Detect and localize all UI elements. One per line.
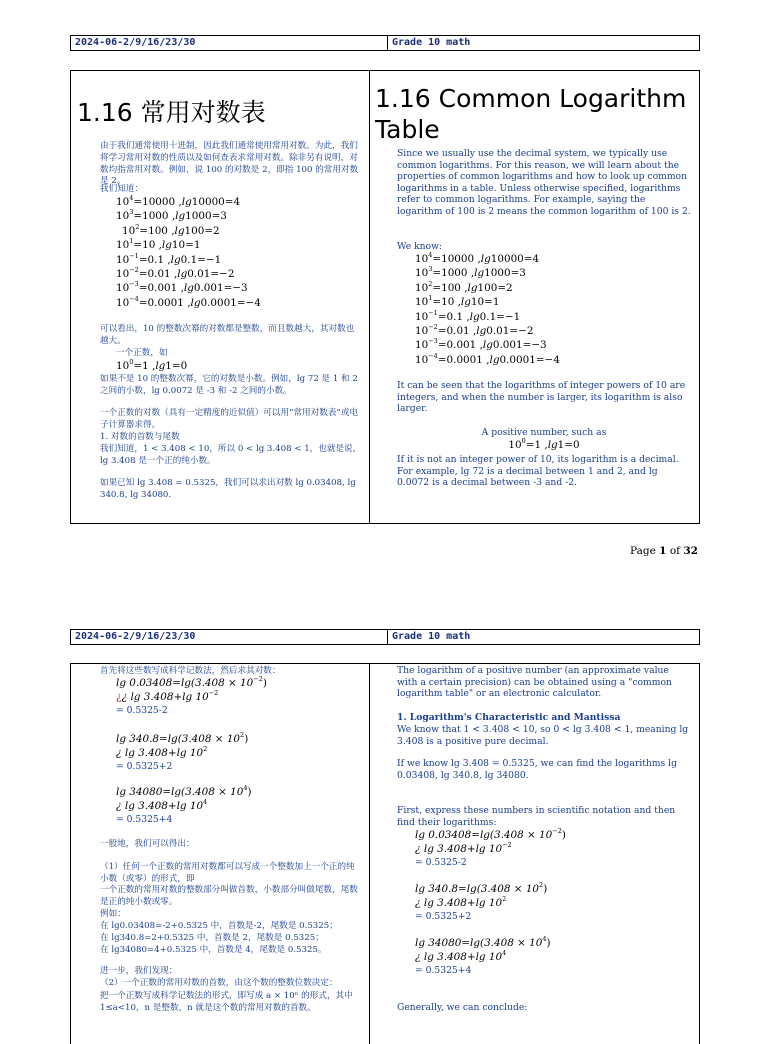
- non-integer-en: If it is not an integer power of 10, its logarithm is a decimal. For example, lg 72 is a decimal between 1 and 2, and lg 0.0072 is a decimal between -3 and -2.: [397, 454, 679, 489]
- eq-row: $10^1=10$ ,lg10=1: [415, 294, 500, 309]
- intro-en: Since we usually use the decimal system, we typically use common logarithms. For this reason, we will learn about the properties of common logarithms and how to look up common logarithms in a table. Unless otherwise specified, logarithms refer to common logarithms. For example, saying the logarithm of 100 is 2 means the common logarithm of 100 is 2.: [397, 148, 691, 217]
- page2-content-table: [70, 663, 700, 1044]
- powers-list-zh: [116, 195, 261, 310]
- eq-row: $10^{-2}=0.01$ ,lg0.01=−2: [116, 266, 235, 281]
- page-number: Page 1 of 32: [630, 545, 698, 557]
- header-date: 2024-06-2/9/16/23/30: [71, 36, 388, 50]
- section1-heading-zh: 1. 对数的首数与尾数: [100, 432, 180, 442]
- eq-row: $10^{-3}=0.001$ ,lg0.001=−3: [116, 280, 248, 295]
- section1-heading-en: 1. Logarithm's Characteristic and Mantissa: [397, 712, 621, 723]
- positive-number-zh: 一个正数，如: [116, 348, 168, 358]
- section1-text-zh: 我们知道，1 < 3.408 < 10，所以 0 < lg 3.408 < 1，也就是说，lg 3.408 是一个正的纯小数。: [100, 444, 362, 466]
- observation-en: It can be seen that the logarithms of integer powers of 10 are integers, and when the number is larger, its logarithm is also larger.: [397, 380, 686, 415]
- chinese-column: [71, 71, 370, 523]
- section1-text-en: We know that 1 < 3.408 < 10, so 0 < lg 3.408 < 1, meaning lg 3.408 is a positive pure decimal.: [397, 724, 689, 747]
- example3-zh: 在 lg34080=4+0.5325 中，首数是 4，尾数是 0.5325。: [100, 945, 327, 955]
- eq-row: $10^4=10000$ ,lg10000=4: [116, 194, 241, 208]
- eq-zero-power-en: $10^0=1$ ,lg1=0: [508, 437, 580, 451]
- powers-list-en: [415, 252, 560, 367]
- eq-row: $10^3=1000$ ,lg1000=3: [116, 208, 227, 223]
- non-integer-zh: 如果不是 10 的整数次幂，它的对数是小数。例如，lg 72 是 1 和 2 之间的小数，lg 0.0072 是 -3 和 -2 之间的小数。: [100, 374, 358, 396]
- sci-notation-zh: 首先将这些数写成科学记数法，然后求其对数：: [100, 666, 281, 676]
- eq-row: $10^{-3}=0.001$ ,lg0.001=−3: [415, 337, 547, 352]
- known-value-en: If we know lg 3.408 = 0.5325, we can find the logarithms lg 0.03408, lg 340.8, lg 34080.: [397, 758, 677, 781]
- page1-content-table: [70, 70, 700, 524]
- example1-zh: 在 lg0.03408=-2+0.5325 中，首数是-2，尾数是 0.5325；: [100, 921, 338, 931]
- rule2-zh: （2）一个正数的常用对数的首数，由这个数的整数位数决定：: [100, 978, 338, 988]
- page-title-zh: 1.16 常用对数表: [77, 98, 266, 127]
- eq-row: $10^{-4}=0.0001$ ,lg0.0001=−4: [116, 294, 261, 309]
- rule2b-zh: 把一个正数写成科学记数法的形式，即写成 a × 10ⁿ 的形式，其中: [100, 991, 353, 1001]
- conclude-en: Generally, we can conclude:: [397, 1002, 528, 1013]
- eq-row: $10^{-2}=0.01$ ,lg0.01=−2: [415, 323, 534, 338]
- page-title-en: 1.16 Common Logarithm Table: [375, 84, 687, 144]
- header-course: Grade 10 math: [392, 37, 471, 48]
- eq-row: $10^{-4}=0.0001$ ,lg0.0001=−4: [415, 351, 560, 366]
- conclude-zh: 一般地，我们可以得出：: [100, 839, 195, 849]
- english-column: [370, 71, 699, 523]
- example2-zh: 在 lg340.8=2+0.5325 中，首数是 2，尾数是 0.5325；: [100, 933, 324, 943]
- eq-block-1-zh: $\lg 0.03408=\lg(3.408 \times 10^{-2})$ ¿¿ lg 3.408+lg $10^{-2}$ = 0.5325-2: [116, 675, 267, 716]
- sci-notation-en: First, express these numbers in scientific notation and then find their logarithms:: [397, 805, 676, 828]
- eq-row: $10^{-1}=0.1$ ,lg0.1=−1: [116, 251, 222, 266]
- eq-row: $10^2=100$ ,lg100=2: [122, 222, 220, 237]
- observation-zh: 可以看出，10 的整数次幂的对数都是整数，而且数越大，其对数也越大。: [100, 324, 355, 346]
- rule1-zh: （1）任何一个正数的常用对数都可以写成一个整数加上一个正的纯小数（或零）的形式，即: [100, 862, 355, 884]
- eq-row: $10^{-1}=0.1$ ,lg0.1=−1: [415, 308, 521, 323]
- page2-header: [70, 629, 700, 645]
- eq-zero-power-zh: $10^0=1$ ,lg1=0: [116, 358, 188, 372]
- intro-zh: 由于我们通常使用十进制，因此我们通常使用常用对数。为此，我们将学习常用对数的性质以及如何查表求常用对数。除非另有说明，对数均指常用对数。例如，说 100 的对数是 2，即指 100 的常用对数是 2。: [100, 141, 359, 187]
- eq-block-1-en: $\lg 0.03408=\lg(3.408 \times 10^{-2})$ ¿ lg 3.408+lg $10^{-2}$ = 0.5325-2: [415, 827, 566, 868]
- positive-number-en: A positive number, such as: [481, 427, 607, 438]
- header-course: Grade 10 math: [392, 631, 471, 642]
- eq-row: $10^3=1000$ ,lg1000=3: [415, 265, 526, 280]
- eq-block-3-en: $\lg 34080=\lg(3.408 \times 10^4)$ ¿ lg 3.408+lg $10^4$ = 0.5325+4: [415, 935, 551, 976]
- eq-row: $10^4=10000$ ,lg10000=4: [415, 251, 540, 265]
- header-date: 2024-06-2/9/16/23/30: [71, 630, 388, 644]
- rule2c-zh: 1≤a<10，n 是整数，n 就是这个数的常用对数的首数。: [100, 1003, 316, 1013]
- approx-zh: 一个正数的对数（具有一定精度的近似值）可以用“常用对数表”或电子计算器求得。: [100, 408, 359, 430]
- known-value-zh: 如果已知 lg 3.408 = 0.5325，我们可以求出对数 lg 0.03408, lg 340.8, lg 34080.: [100, 478, 356, 500]
- we-know-zh: 我们知道：: [100, 184, 143, 194]
- chinese-column-page2: [71, 664, 370, 1044]
- approx-en: The logarithm of a positive number (an approximate value with a certain precision) can be obtained using a "common logarithm table" or an electronic calculator.: [397, 665, 672, 700]
- eq-block-2-en: $\lg 340.8=\lg(3.408 \times 10^2)$ ¿ lg 3.408+lg $10^2$ = 0.5325+2: [415, 881, 548, 922]
- eq-row: $10^1=10$ ,lg10=1: [116, 237, 201, 252]
- further-zh: 进一步，我们发现：: [100, 966, 178, 976]
- eq-row: $10^2=100$ ,lg100=2: [415, 279, 513, 294]
- we-know-en: We know:: [397, 241, 443, 252]
- example-heading-zh: 例如：: [100, 909, 126, 919]
- english-column-page2: [370, 664, 699, 1044]
- eq-block-2-zh: $\lg 340.8=\lg(3.408 \times 10^2)$ ¿ lg 3.408+lg $10^2$ = 0.5325+2: [116, 731, 249, 772]
- rule1b-zh: 一个正数的常用对数的整数部分叫做首数，小数部分叫做尾数，尾数是正的纯小数或零。: [100, 885, 358, 907]
- page1-header: [70, 35, 700, 51]
- eq-block-3-zh: $\lg 34080=\lg(3.408 \times 10^4)$ ¿ lg 3.408+lg $10^4$ = 0.5325+4: [116, 784, 252, 825]
